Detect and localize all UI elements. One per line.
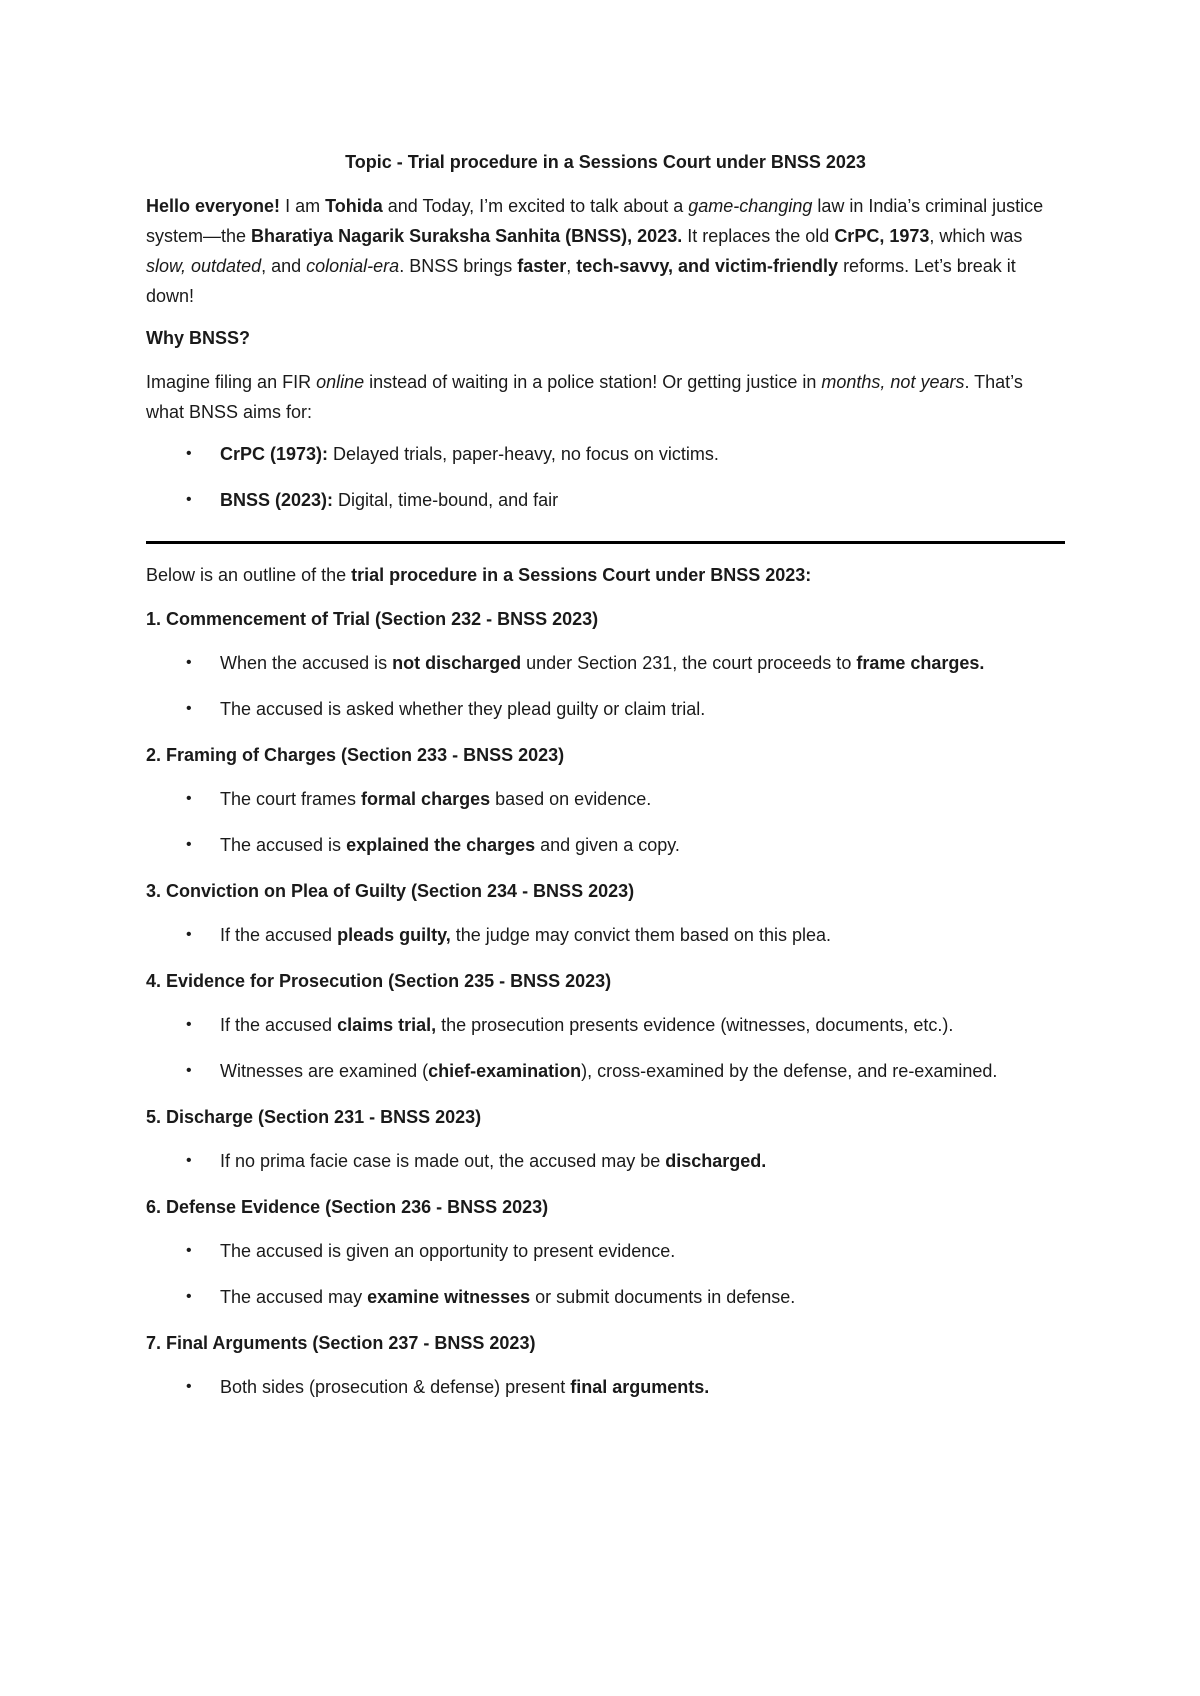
bullet-icon: • [186,1152,192,1169]
bullet-icon: • [186,700,192,717]
intro-bold: tech-savvy, and victim-friendly [576,256,839,276]
section-list-2 [146,784,1065,860]
intro-emphasis: slow, outdated [146,256,262,276]
outline-lead [146,560,1065,590]
item-bold: frame charges. [856,653,985,673]
intro-text: . BNSS brings [399,256,518,276]
list-item [146,1056,1065,1086]
item-text: The accused is given an opportunity to present evidence. [220,1241,676,1261]
section-heading-2: 2. Framing of Charges (Section 233 - BNSS 2023) [146,745,565,765]
intro-text: law in India’s criminal justice system—the [146,196,1044,246]
item-bold: pleads guilty, [337,925,451,945]
item-bold: claims trial, [337,1015,437,1035]
comparison-list [146,439,1065,515]
item-text: based on evidence. [490,789,652,809]
item-text: If the accused [220,925,338,945]
bullet-icon: • [186,836,192,853]
section-list-7 [146,1372,1065,1402]
section-list-6 [146,1236,1065,1312]
list-item [146,1146,1065,1176]
list-item [146,920,1065,950]
why-text: . That’s what BNSS aims for: [146,372,1023,422]
section-list-4 [146,1010,1065,1086]
horizontal-divider [146,541,1065,544]
bullet-icon: • [186,491,192,508]
item-bold: final arguments. [570,1377,710,1397]
intro-greeting: Hello everyone! [146,196,281,216]
list-item [146,648,1065,678]
bullet-icon: • [186,1378,192,1395]
item-text: When the accused is [220,653,393,673]
list-item [146,694,1065,724]
section-heading-1: 1. Commencement of Trial (Section 232 - BNSS 2023) [146,609,599,629]
item-bold: discharged. [665,1151,767,1171]
list-item-text: Delayed trials, paper-heavy, no focus on victims. [328,444,719,464]
why-text: instead of waiting in a police station! Or getting justice in [364,372,822,392]
intro-text: and Today, I’m excited to talk about a [382,196,689,216]
bullet-icon: • [186,1288,192,1305]
item-bold: formal charges [361,789,491,809]
intro-text: reforms. Let’s break it down! [146,256,1016,306]
intro-law-name: Bharatiya Nagarik Suraksha Sanhita (BNSS), 2023. [251,226,683,246]
item-text: or submit documents in defense. [530,1287,796,1307]
why-emphasis: months, not years [821,372,965,392]
list-item [146,830,1065,860]
intro-crpc: CrPC, 1973 [834,226,930,246]
item-text: The court frames [220,789,362,809]
item-bold: explained the charges [346,835,536,855]
item-text: ), cross-examined by the defense, and re-examined. [581,1061,998,1081]
intro-text: I am [280,196,326,216]
bullet-icon: • [186,790,192,807]
bullet-icon: • [186,654,192,671]
intro-text: It replaces the old [682,226,835,246]
intro-text: , [566,256,577,276]
item-text: The accused is asked whether they plead guilty or claim trial. [220,699,706,719]
section-heading-6: 6. Defense Evidence (Section 236 - BNSS 2023) [146,1197,549,1217]
intro-bold: faster [517,256,567,276]
intro-text: , which was [929,226,1023,246]
list-item-label: BNSS (2023): [220,490,334,510]
outline-text: Below is an outline of the [146,565,352,585]
bullet-icon: • [186,1016,192,1033]
section-list-3 [146,920,1065,950]
section-heading-5: 5. Discharge (Section 231 - BNSS 2023) [146,1107,482,1127]
item-text: the prosecution presents evidence (witnesses, documents, etc.). [436,1015,954,1035]
intro-name: Tohida [325,196,383,216]
item-text: If no prima facie case is made out, the accused may be [220,1151,666,1171]
section-list-1 [146,648,1065,724]
bullet-icon: • [186,926,192,943]
list-item [146,1010,1065,1040]
item-bold: chief-examination [428,1061,582,1081]
bullet-icon: • [186,1062,192,1079]
item-text: the judge may convict them based on this plea. [450,925,831,945]
section-heading-7: 7. Final Arguments (Section 237 - BNSS 2023) [146,1333,536,1353]
item-text: The accused may [220,1287,368,1307]
bullet-icon: • [186,1242,192,1259]
section-heading-3: 3. Conviction on Plea of Guilty (Section 234 - BNSS 2023) [146,881,635,901]
list-item [146,1236,1065,1266]
item-text: under Section 231, the court proceeds to [521,653,857,673]
item-text: Both sides (prosecution & defense) present [220,1377,571,1397]
why-heading: Why BNSS? [146,328,251,348]
list-item [146,485,1065,515]
intro-emphasis: colonial-era [306,256,400,276]
item-bold: examine witnesses [367,1287,531,1307]
section-list-5 [146,1146,1065,1176]
section-heading-4: 4. Evidence for Prosecution (Section 235 - BNSS 2023) [146,971,612,991]
list-item [146,1282,1065,1312]
list-item [146,784,1065,814]
why-text: Imagine filing an FIR [146,372,317,392]
item-text: and given a copy. [535,835,680,855]
outline-bold: trial procedure in a Sessions Court under BNSS 2023: [351,565,812,585]
page-title: Topic - Trial procedure in a Sessions Court under BNSS 2023 [345,152,866,172]
intro-emphasis: game-changing [688,196,813,216]
list-item-text: Digital, time-bound, and fair [333,490,559,510]
why-paragraph [146,367,1065,427]
intro-text: , and [261,256,307,276]
list-item [146,439,1065,469]
item-bold: not discharged [392,653,522,673]
item-text: The accused is [220,835,347,855]
why-emphasis: online [316,372,365,392]
list-item [146,1372,1065,1402]
item-text: Witnesses are examined ( [220,1061,429,1081]
list-item-label: CrPC (1973): [220,444,329,464]
item-text: If the accused [220,1015,338,1035]
intro-paragraph [146,191,1065,311]
bullet-icon: • [186,445,192,462]
